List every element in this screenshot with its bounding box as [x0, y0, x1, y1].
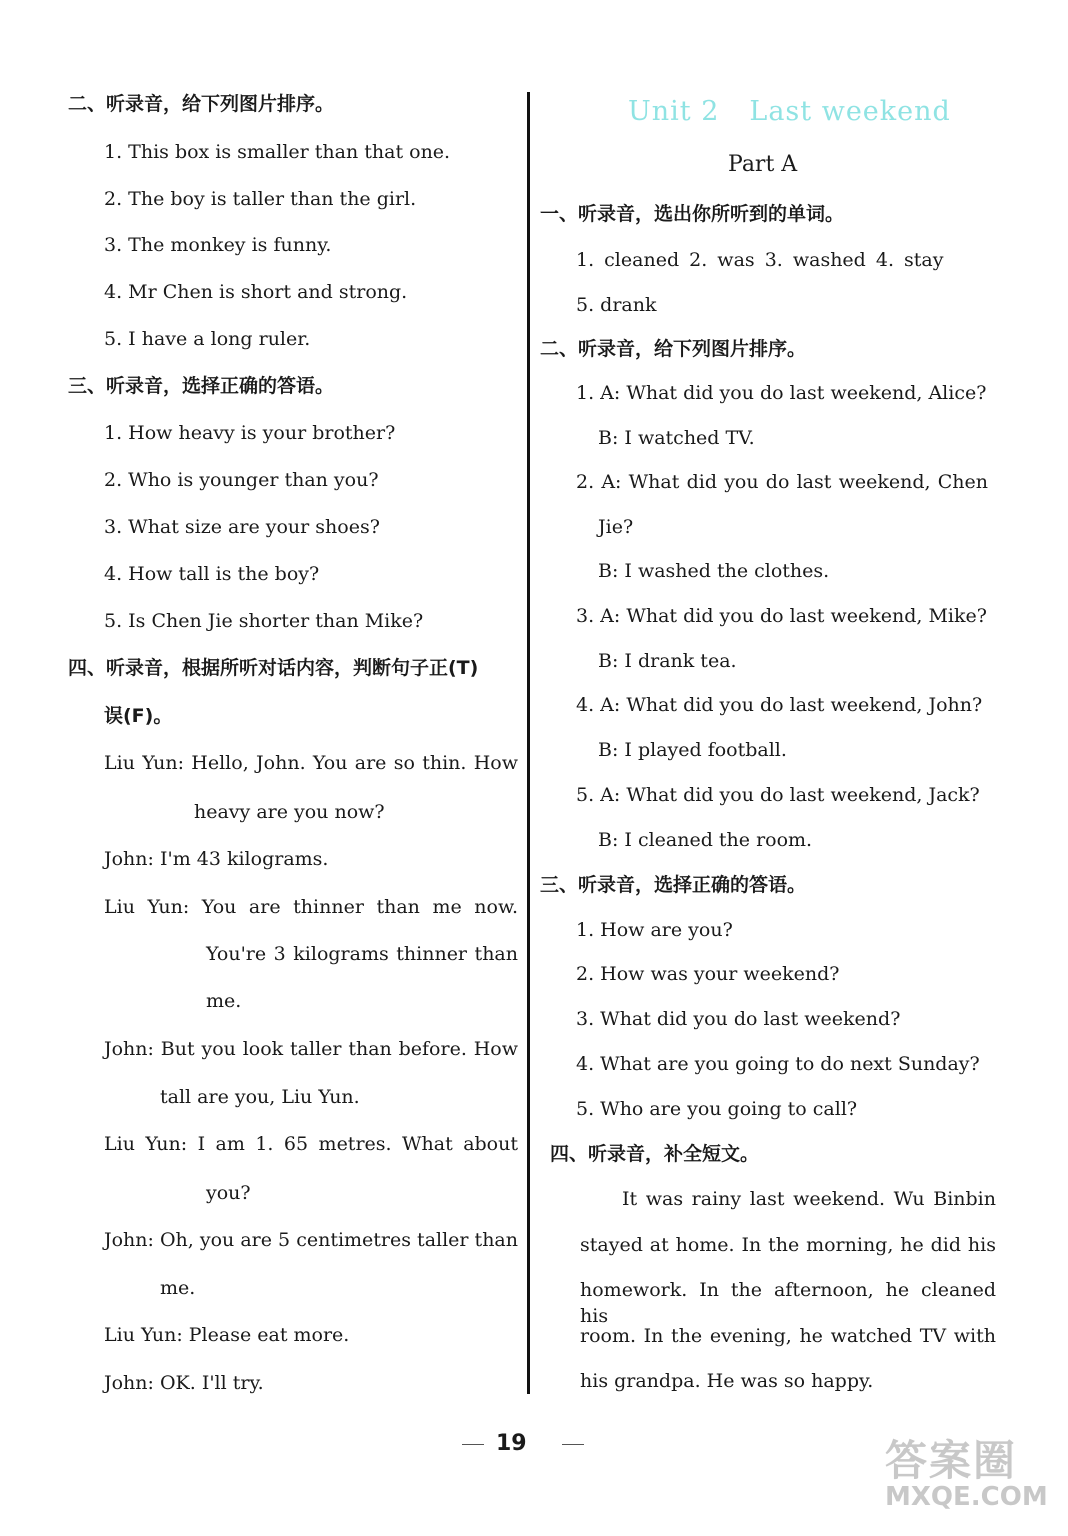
unit-label: Unit 2	[628, 96, 720, 127]
list-item: 5. Is Chen Jie shorter than Mike?	[104, 610, 424, 632]
list-item: 3. What did you do last weekend?	[576, 1008, 901, 1030]
list-item: 3. What size are your shoes?	[104, 516, 380, 538]
passage-line: stayed at home. In the morning, he did his	[580, 1234, 996, 1256]
section-3-heading: 三、听录音，选择正确的答语。	[68, 375, 335, 397]
dialogue-line: 4. A: What did you do last weekend, John?	[576, 694, 983, 716]
watermark-text: 答案圈	[885, 1436, 1018, 1485]
dialogue-line: John: I'm 43 kilograms.	[104, 848, 329, 870]
r-section-3-heading: 三、听录音，选择正确的答语。	[540, 874, 807, 896]
dialogue-line: heavy are you now?	[194, 801, 385, 823]
unit-title	[628, 96, 951, 127]
word-list: 5. drank	[576, 294, 657, 316]
unit-name: Last weekend	[749, 96, 951, 127]
passage-line: his grandpa. He was so happy.	[580, 1370, 874, 1392]
section-4-heading-cont: 误(F)。	[104, 705, 173, 727]
list-item: 4. How tall is the boy?	[104, 563, 320, 585]
dialogue-line: Liu Yun: You are thinner than me now.	[104, 896, 518, 918]
dialogue-line: you?	[206, 1182, 251, 1204]
dialogue-line: John: OK. I'll try.	[104, 1372, 264, 1394]
dialogue-line: Liu Yun: Hello, John. You are so thin. How	[104, 752, 518, 774]
column-divider	[527, 92, 530, 1394]
list-item: 5. Who are you going to call?	[576, 1098, 858, 1120]
dialogue-line: B: I drank tea.	[598, 650, 737, 672]
list-item: 4. Mr Chen is short and strong.	[104, 281, 408, 303]
section-2-heading: 二、听录音，给下列图片排序。	[68, 93, 335, 115]
list-item: 1. This box is smaller than that one.	[104, 141, 451, 163]
dialogue-line: B: I cleaned the room.	[598, 829, 813, 851]
dialogue-line: tall are you, Liu Yun.	[160, 1086, 360, 1108]
dialogue-line: You're 3 kilograms thinner than	[206, 943, 518, 965]
list-item: 2. Who is younger than you?	[104, 469, 379, 491]
page-number: 19	[496, 1431, 527, 1456]
watermark-logo	[885, 1428, 1060, 1528]
passage-line: room. In the evening, he watched TV with	[580, 1325, 996, 1347]
page-number-dash-right	[562, 1444, 584, 1445]
r-section-2-heading: 二、听录音，给下列图片排序。	[540, 338, 807, 360]
list-item: 3. The monkey is funny.	[104, 234, 332, 256]
list-item: 2. How was your weekend?	[576, 963, 840, 985]
list-item: 2. The boy is taller than the girl.	[104, 188, 417, 210]
list-item: 1. How are you?	[576, 919, 733, 941]
dialogue-line: John: But you look taller than before. How	[104, 1038, 518, 1060]
dialogue-line: me.	[206, 990, 242, 1012]
dialogue-line: B: I washed the clothes.	[598, 560, 830, 582]
dialogue-line: Jie?	[598, 516, 634, 538]
dialogue-line: 3. A: What did you do last weekend, Mike?	[576, 605, 987, 627]
dialogue-line: 5. A: What did you do last weekend, Jack?	[576, 784, 980, 806]
list-item: 5. I have a long ruler.	[104, 328, 311, 350]
section-4-heading: 四、听录音，根据所听对话内容，判断句子正(T)	[68, 657, 479, 679]
passage-line: homework. In the afternoon, he cleaned his	[580, 1279, 996, 1327]
dialogue-line: 1. A: What did you do last weekend, Alice?	[576, 382, 987, 404]
dialogue-line: B: I played football.	[598, 739, 787, 761]
dialogue-line: 2. A: What did you do last weekend, Chen	[576, 471, 988, 493]
word-list: 1. cleaned 2. was 3. washed 4. stay	[576, 249, 944, 271]
passage-line: It was rainy last weekend. Wu Binbin	[622, 1188, 996, 1210]
part-label: Part A	[728, 152, 798, 177]
watermark-url: MXQE.COM	[885, 1482, 1048, 1512]
dialogue-line: Liu Yun: Please eat more.	[104, 1324, 350, 1346]
dialogue-line: Liu Yun: I am 1. 65 metres. What about	[104, 1133, 518, 1155]
dialogue-line: John: Oh, you are 5 centimetres taller than	[104, 1229, 518, 1251]
r-section-1-heading: 一、听录音，选出你所听到的单词。	[540, 203, 845, 225]
dialogue-line: B: I watched TV.	[598, 427, 755, 449]
r-section-4-heading: 四、听录音，补全短文。	[550, 1143, 760, 1165]
dialogue-line: me.	[160, 1277, 196, 1299]
list-item: 4. What are you going to do next Sunday?	[576, 1053, 980, 1075]
list-item: 1. How heavy is your brother?	[104, 422, 396, 444]
page-number-dash-left	[462, 1444, 484, 1445]
